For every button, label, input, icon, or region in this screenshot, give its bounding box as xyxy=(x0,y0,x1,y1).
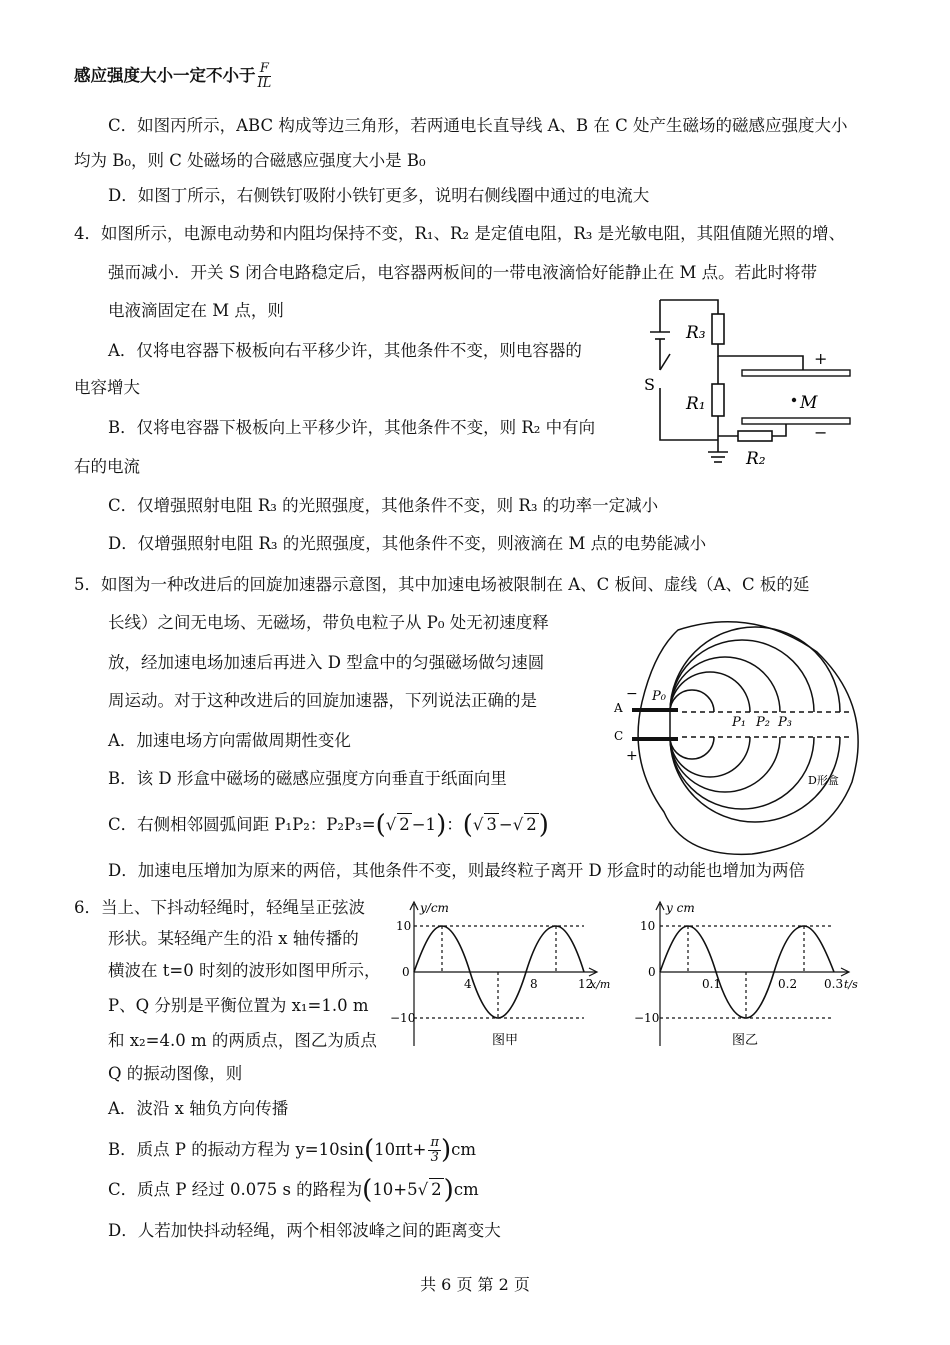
q3-tail-text: 感应强度大小一定不小于 xyxy=(74,66,256,85)
q5-radicand-2: 3 xyxy=(486,815,497,834)
q6-b-inner: 10πt+ xyxy=(374,1140,427,1159)
q5-stem-line4: 周运动。对于这种改进后的回旋加速器，下列说法正确的是 xyxy=(108,691,537,710)
q6a-tick-12: 12 xyxy=(578,977,594,991)
q5-cyclotron-figure xyxy=(612,612,872,862)
q3-frac-num: F xyxy=(258,62,272,77)
q6-c-inner: 10+5 xyxy=(372,1180,418,1199)
q4-label-plus: + xyxy=(814,349,828,368)
q5-ratio-colon: ： xyxy=(446,815,463,834)
q6a-x-label: x/m xyxy=(590,978,611,991)
q4-option-b-line2: 右的电流 xyxy=(74,457,140,476)
q6-figure-b xyxy=(632,898,862,1058)
q4-label-m: M xyxy=(800,393,818,413)
q6-c-root-sign: √ xyxy=(417,1180,429,1199)
q6-c-radicand: 2 xyxy=(431,1180,442,1199)
q5-paren-close-2: ) xyxy=(538,810,549,840)
q5-label-p2: P₂ xyxy=(756,715,770,730)
q4-circuit-figure xyxy=(638,292,868,472)
q6-option-c-text: C．质点 P 经过 0.075 s 的路程为 xyxy=(108,1180,363,1199)
q5-option-d: D．加速电压增加为原来的两倍，其他条件不变，则最终粒子离开 D 形盒时的动能也增加为两倍 xyxy=(108,861,805,880)
q5-orbit-5 xyxy=(670,627,840,712)
q3-option-c-line2: 均为 B₀，则 C 处磁场的合磁感应强度大小是 B₀ xyxy=(74,151,426,170)
q5-stem-line3: 放，经加速电场加速后再进入 D 型盒中的匀强磁场做匀速圆 xyxy=(108,653,545,672)
q5-radicand-3: 2 xyxy=(526,815,537,834)
q5-label-minus: − xyxy=(626,686,638,702)
q5-label-p0: P₀ xyxy=(652,689,666,704)
q6-stem-line5: 和 x₂=4.0 m 的两质点，图乙为质点 xyxy=(108,1031,377,1050)
q5-label-plus: + xyxy=(626,748,638,764)
q5-plate-c xyxy=(632,737,678,741)
page-footer: 共 6 页 第 2 页 xyxy=(420,1275,530,1294)
q6b-caption: 图乙 xyxy=(732,1033,759,1048)
q4-label-r2: R₂ xyxy=(746,449,766,469)
q3-option-c-line1: C．如图丙所示，ABC 构成等边三角形，若两通电长直导线 A、B 在 C 处产生磁场的磁感应强度大小 xyxy=(108,116,848,135)
q6b-tick-neg10: −10 xyxy=(634,1011,660,1025)
q4-label-minus: − xyxy=(814,423,828,442)
q5-paren-open-1: ( xyxy=(375,810,386,840)
q5-label-c: C xyxy=(614,729,624,743)
q6-stem-line4: P、Q 分别是平衡位置为 x₁=1.0 m xyxy=(108,996,369,1015)
q6a-tick-4: 4 xyxy=(464,977,472,991)
q5-label-dbox: D形盒 xyxy=(808,774,839,787)
q4-option-a-line2: 电容增大 xyxy=(74,378,140,397)
q6b-x-label: t/s xyxy=(844,978,858,991)
q4-option-c: C．仅增强照射电阻 R₃ 的光照强度，其他条件不变，则 R₃ 的功率一定减小 xyxy=(108,496,659,515)
q4-label-r1: R₁ xyxy=(686,394,706,414)
q3-frac-den: IL xyxy=(257,76,272,91)
q6-option-d: D．人若加快抖动轻绳，两个相邻波峰之间的距离变大 xyxy=(108,1221,501,1240)
q6a-tick-8: 8 xyxy=(530,977,538,991)
q6b-tick-0: 0 xyxy=(648,965,656,979)
q4-label-r3: R₃ xyxy=(686,323,706,343)
q5-option-b: B．该 D 形盒中磁场的磁感应强度方向垂直于纸面向里 xyxy=(108,769,507,788)
q5-stem-line1: 5．如图为一种改进后的回旋加速器示意图，其中加速电场被限制在 A、C 板间、虚线（A、C 板的延 xyxy=(74,575,810,594)
q6-stem-line3: 横波在 t=0 时刻的波形如图甲所示， xyxy=(108,961,381,980)
q6-b-paren-close: ) xyxy=(440,1135,452,1165)
q6a-tick-0: 0 xyxy=(402,965,410,979)
q6-b-fraction xyxy=(428,1136,441,1165)
q6-c-paren-open: ( xyxy=(362,1175,373,1205)
q5-option-c-text: C．右侧相邻圆弧间距 P₁P₂：P₂P₃= xyxy=(108,815,376,834)
q4-option-d: D．仅增强照射电阻 R₃ 的光照强度，其他条件不变，则液滴在 M 点的电势能减小 xyxy=(108,534,707,553)
q5-minus-2: − xyxy=(498,815,513,834)
q6b-y-label: y cm xyxy=(666,901,695,915)
q5-root-sign-1: √ xyxy=(385,815,397,834)
q6-figure-a xyxy=(388,898,611,1058)
q3-fraction xyxy=(258,62,272,91)
q5-plate-a xyxy=(632,708,678,712)
q6-option-b xyxy=(108,1136,476,1165)
q5-minus-1: −1 xyxy=(411,815,437,834)
q3-option-d: D．如图丁所示，右侧铁钉吸附小铁钉更多，说明右侧线圈中通过的电流大 xyxy=(108,186,650,205)
q6-option-c xyxy=(108,1175,479,1205)
q4-stem-line3: 电液滴固定在 M 点，则 xyxy=(108,301,284,320)
q5-option-c xyxy=(108,810,549,840)
q5-stem-line2: 长线）之间无电场、无磁场，带负电粒子从 P₀ 处无初速度释 xyxy=(108,613,549,632)
q4-option-a-line1: A．仅将电容器下极板向右平移少许，其他条件不变，则电容器的 xyxy=(108,341,582,360)
q6-c-unit: cm xyxy=(453,1180,479,1199)
q4-label-s: S xyxy=(644,375,655,394)
q5-radicand-1: 2 xyxy=(399,815,410,834)
q4-stem-line1: 4．如图所示，电源电动势和内阻均保持不变，R₁、R₂ 是定值电阻，R₃ 是光敏电阻，其阻值随光照的增、 xyxy=(74,224,846,243)
q6a-tick-neg10: −10 xyxy=(390,1011,416,1025)
q4-capacitor-top-plate xyxy=(742,370,850,376)
q4-droplet-m xyxy=(792,398,796,402)
q6-option-b-text: B．质点 P 的振动方程为 y=10sin xyxy=(108,1140,364,1159)
q6-b-frac-den: 3 xyxy=(430,1150,439,1165)
q4-stem-line2: 强而减小．开关 S 闭合电路稳定后，电容器两板间的一带电液滴恰好能静止在 M 点。若此时将带 xyxy=(108,263,818,282)
q4-option-b-line1: B．仅将电容器下极板向上平移少许，其他条件不变，则 R₂ 中有向 xyxy=(108,418,596,437)
q6-stem-line2: 形状。某轻绳产生的沿 x 轴传播的 xyxy=(108,929,359,948)
q6-stem-line6: Q 的振动图像，则 xyxy=(108,1064,243,1083)
q6b-tick-0.1: 0.1 xyxy=(702,977,722,991)
q6b-tick-10: 10 xyxy=(640,919,656,933)
q5-label-a: A xyxy=(614,701,623,715)
q6b-tick-0.3: 0.3 xyxy=(824,977,844,991)
q6a-tick-10: 10 xyxy=(396,919,412,933)
q4-capacitor-bottom-plate xyxy=(742,418,850,424)
q6-b-unit: cm xyxy=(451,1140,477,1159)
q6b-tick-0.2: 0.2 xyxy=(778,977,798,991)
q5-label-p1: P₁ xyxy=(732,715,746,730)
q6-c-paren-close: ) xyxy=(443,1175,454,1205)
q6-option-a: A．波沿 x 轴负方向传播 xyxy=(108,1099,289,1118)
q6-stem-line1: 6．当上、下抖动轻绳时，轻绳呈正弦波 xyxy=(74,898,365,917)
q5-label-p3: P₃ xyxy=(778,715,792,730)
q5-option-a: A．加速电场方向需做周期性变化 xyxy=(108,731,351,750)
q6a-y-label: y/cm xyxy=(420,901,449,915)
q5-root-sign-3: √ xyxy=(512,815,524,834)
q5-root-sign-2: √ xyxy=(472,815,484,834)
q6a-caption: 图甲 xyxy=(492,1033,519,1048)
q3-tail xyxy=(74,62,271,91)
q5-paren-close-1: ) xyxy=(436,810,447,840)
q6-b-paren-open: ( xyxy=(363,1135,375,1165)
q6-b-frac-num: π xyxy=(430,1135,439,1150)
q5-paren-open-2: ( xyxy=(462,810,473,840)
